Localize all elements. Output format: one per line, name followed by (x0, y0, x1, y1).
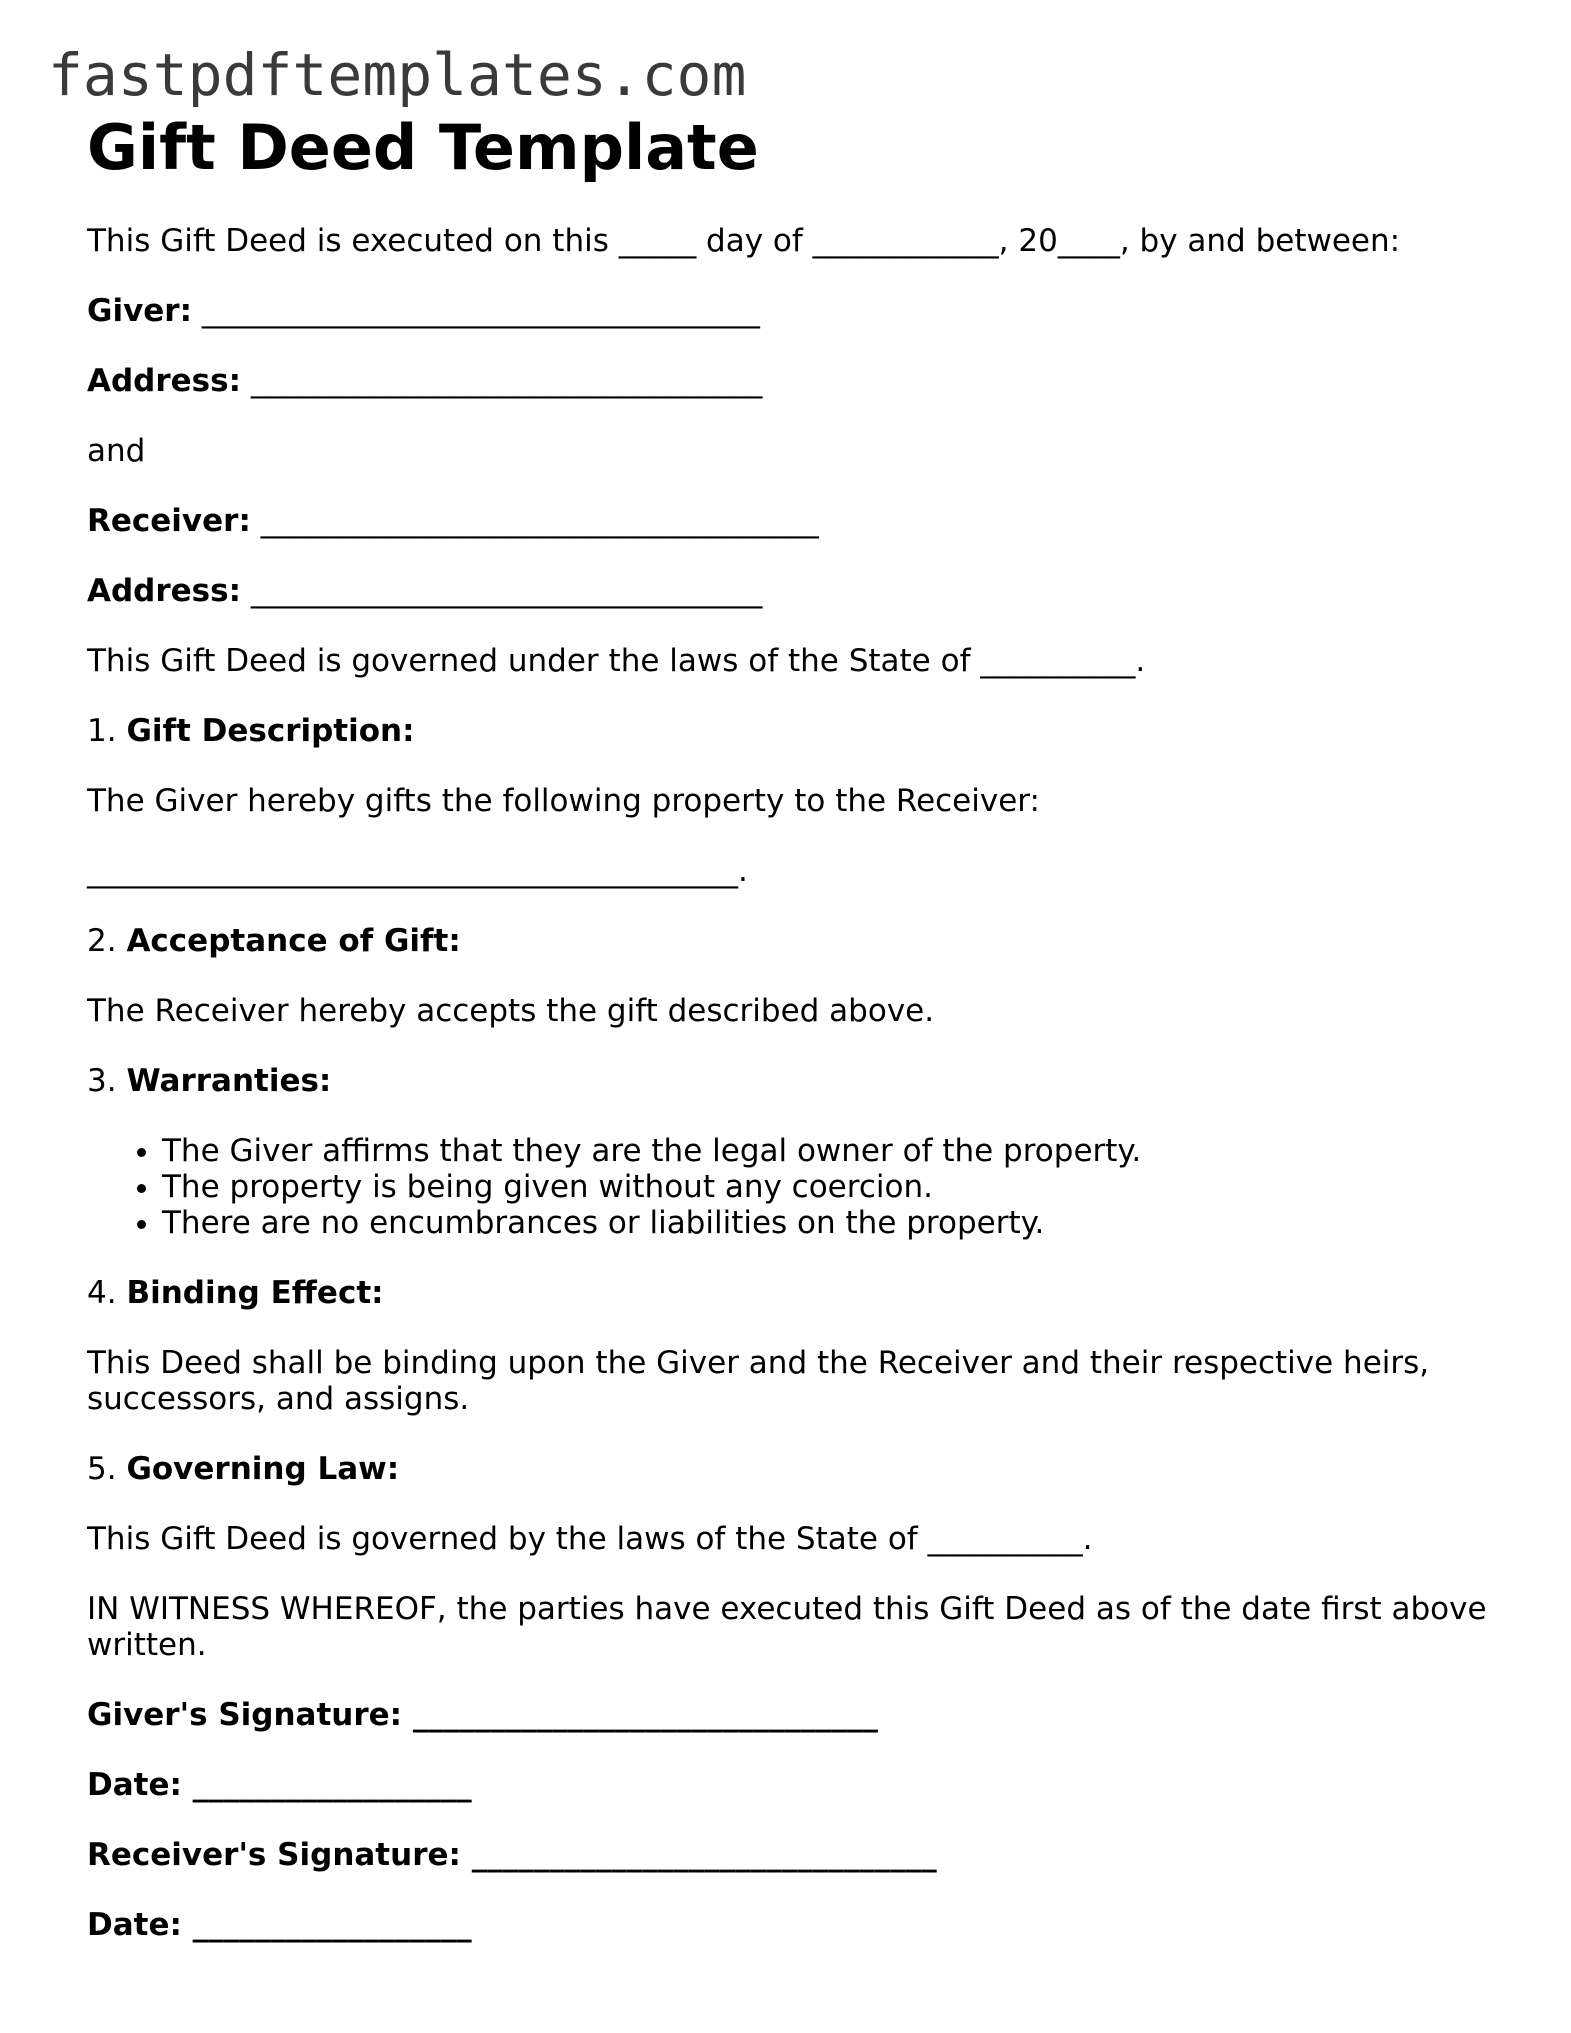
section-4-number: 4. (87, 1275, 127, 1312)
receiver-field (87, 503, 1487, 539)
giver-address-field (87, 363, 1487, 399)
section-2-heading (87, 923, 1487, 959)
governed-intro-paragraph: This Gift Deed is governed under the laws of the State of __________. (87, 643, 1146, 680)
section-2-text: The Receiver hereby accepts the gift described above. (87, 993, 935, 1030)
section-3-title: Warranties: (126, 1063, 332, 1100)
section-3-number: 3. (87, 1063, 127, 1100)
receiver-label: Receiver: (87, 503, 251, 540)
warranties-list (87, 1133, 1487, 1241)
section-4-heading (87, 1275, 1487, 1311)
giver-field (87, 293, 1487, 329)
section-2-title: Acceptance of Gift: (126, 923, 461, 960)
receiver-address-label: Address: (87, 573, 241, 610)
receiver-address-field (87, 573, 1487, 609)
page-title: Gift Deed Template (87, 111, 759, 184)
and-text: and (87, 433, 146, 470)
intro-paragraph: This Gift Deed is executed on this _____ day of ____________, 20____, by and between: (87, 223, 1401, 260)
receiver-address-blank[interactable]: _________________________________ (241, 573, 763, 610)
giver-label: Giver: (87, 293, 192, 330)
section-1-heading (87, 713, 1487, 749)
list-item: • The Giver affirms that they are the legal owner of the property. (162, 1133, 1487, 1169)
section-3-heading (87, 1063, 1487, 1099)
giver-address-label: Address: (87, 363, 241, 400)
section-5-number: 5. (87, 1451, 127, 1488)
section-1-number: 1. (87, 713, 127, 750)
section-1-title: Gift Description: (126, 713, 415, 750)
witness-paragraph: IN WITNESS WHEREOF, the parties have executed this Gift Deed as of the date first above written. (87, 1591, 1497, 1664)
section-5-text: This Gift Deed is governed by the laws of the State of __________. (87, 1521, 1093, 1558)
section-1-text: The Giver hereby gifts the following property to the Receiver: (87, 783, 1040, 820)
section-5-title: Governing Law: (126, 1451, 400, 1488)
giver-date-line[interactable]: Date: __________________ (87, 1767, 472, 1804)
section-2-number: 2. (87, 923, 127, 960)
list-item: • There are no encumbrances or liabilities on the property. (162, 1205, 1487, 1241)
receiver-signature-line[interactable]: Receiver's Signature: ______________________________ (87, 1837, 937, 1874)
document-page (87, 111, 1497, 1977)
receiver-blank[interactable]: ____________________________________ (250, 503, 819, 540)
giver-address-blank[interactable]: _________________________________ (241, 363, 763, 400)
receiver-date-line[interactable]: Date: __________________ (87, 1907, 472, 1944)
section-4-title: Binding Effect: (126, 1275, 384, 1312)
watermark: fastpdftemplates.com (48, 41, 747, 109)
section-4-text: This Deed shall be binding upon the Giver and the Receiver and their respective heirs, successors, and assigns. (87, 1345, 1440, 1418)
section-1-blank[interactable]: __________________________________________. (87, 853, 748, 890)
list-item: • The property is being given without any coercion. (162, 1169, 1487, 1205)
section-5-heading (87, 1451, 1487, 1487)
giver-blank[interactable]: ____________________________________ (192, 293, 760, 330)
giver-signature-line[interactable]: Giver's Signature: ______________________________ (87, 1697, 878, 1734)
